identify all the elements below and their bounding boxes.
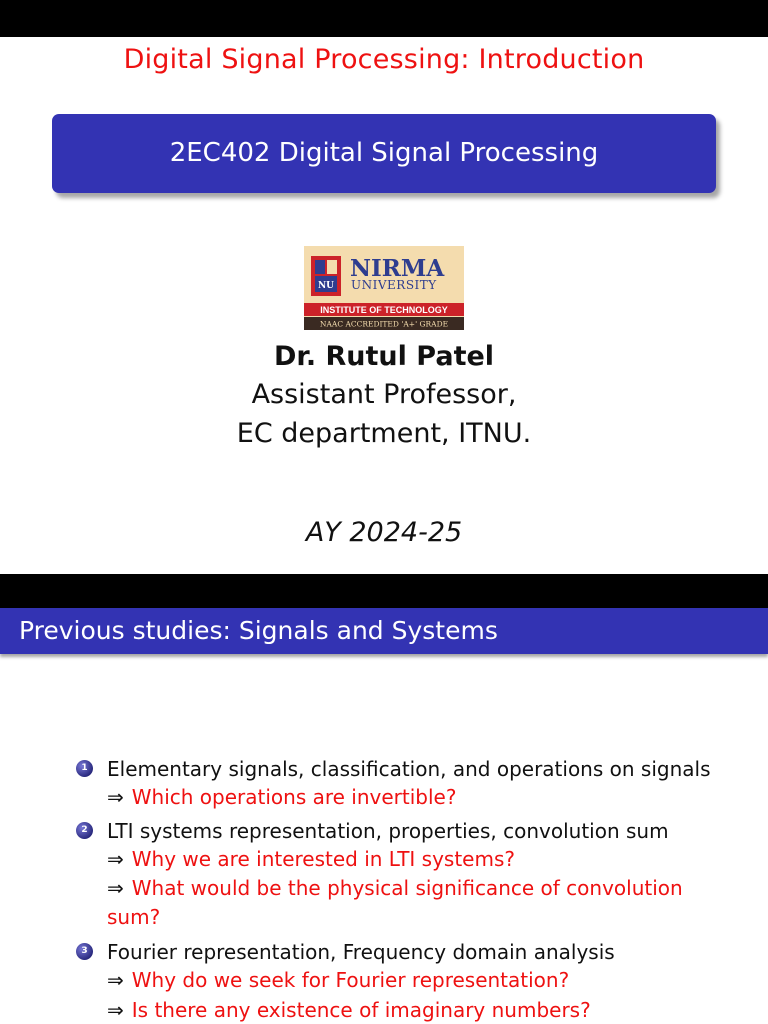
list-item-text: Elementary signals, classification, and operations on signals [107, 757, 711, 781]
academic-year: AY 2024-25 [305, 517, 463, 548]
question-line [107, 998, 591, 1022]
logo-accreditation: NAAC ACCREDITED 'A+' GRADE [319, 319, 449, 329]
question-line [107, 847, 515, 871]
question-line-continued: sum? [107, 905, 161, 929]
implies-arrow-icon: ⇒ [107, 998, 124, 1022]
course-title: 2EC402 Digital Signal Processing [169, 138, 599, 168]
list-item-text: LTI systems representation, properties, convolution sum [107, 819, 669, 843]
enumerate-bullet-icon: 3 [76, 943, 93, 960]
slide1-top-bar [0, 0, 768, 37]
enumerate-bullet-icon: 1 [76, 760, 93, 777]
list-item-text: Fourier representation, Frequency domain analysis [107, 940, 615, 964]
question-text: What would be the physical significance of convolution [131, 876, 683, 900]
question-line [107, 785, 456, 809]
author-department: EC department, ITNU. [236, 418, 532, 449]
implies-arrow-icon: ⇒ [107, 968, 124, 992]
logo-university: UNIVERSITY [351, 278, 437, 292]
enumerate-bullet-icon: 2 [76, 822, 93, 839]
course-title-box [52, 114, 716, 193]
question-text: Is there any existence of imaginary numbers? [131, 998, 591, 1022]
slide2-header-bar [0, 608, 768, 654]
question-text: Why we are interested in LTI systems? [131, 847, 516, 871]
implies-arrow-icon: ⇒ [107, 847, 124, 871]
author-name: Dr. Rutul Patel [273, 341, 495, 372]
logo-institute: INSTITUTE OF TECHNOLOGY [320, 305, 448, 315]
implies-arrow-icon: ⇒ [107, 876, 124, 900]
question-line [107, 876, 683, 900]
slide2-top-bar [0, 574, 768, 608]
svg-text:NU: NU [317, 281, 335, 291]
slide1-title: Digital Signal Processing: Introduction [123, 44, 645, 75]
question-line [107, 968, 569, 992]
university-logo [304, 246, 464, 330]
slide2-title: Previous studies: Signals and Systems [19, 616, 498, 645]
question-text: Why do we seek for Fourier representation? [131, 968, 570, 992]
implies-arrow-icon: ⇒ [107, 785, 124, 809]
logo-name: NIRMA [350, 255, 445, 282]
question-text: Which operations are invertible? [131, 785, 457, 809]
nirma-logo-graphic [304, 246, 464, 330]
author-role: Assistant Professor, [251, 379, 517, 410]
